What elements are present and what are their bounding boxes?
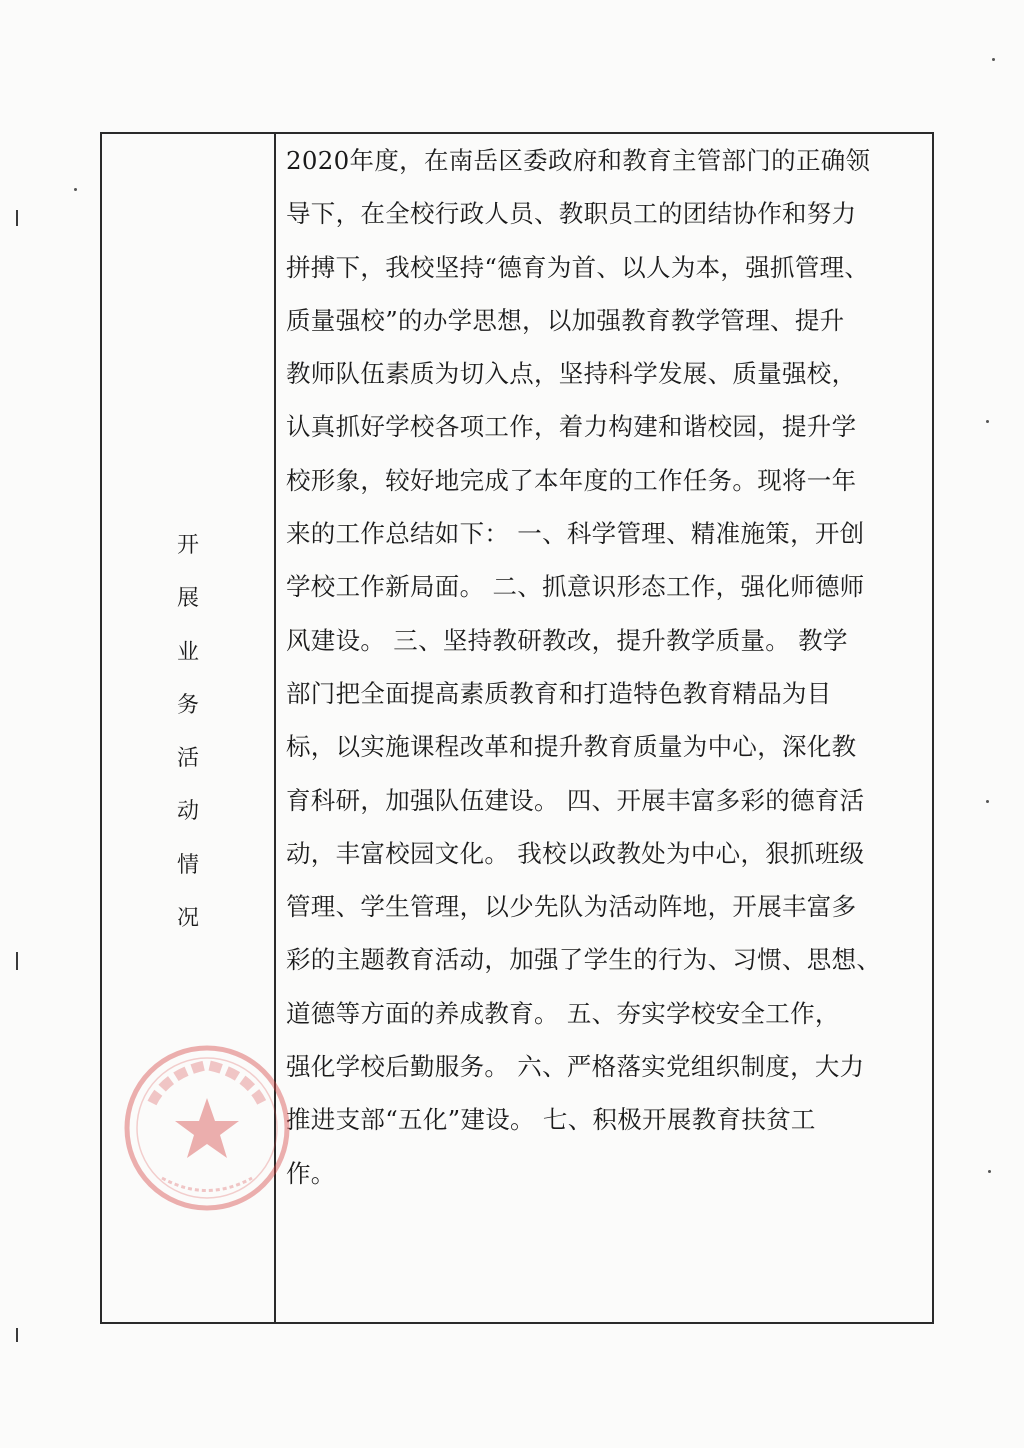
report-line: 质量强校”的办学思想，以加强教育教学管理、提升: [286, 305, 845, 335]
report-line: 道德等方面的养成教育。 五、夯实学校安全工作，: [286, 998, 840, 1028]
report-line: 育科研，加强队伍建设。 四、开展丰富多彩的德育活: [286, 785, 865, 815]
report-line: 标，以实施课程改革和提升教育质量为中心，深化教: [286, 732, 857, 762]
report-body-text: [286, 134, 926, 1200]
report-line: 管理、学生管理，以少先队为活动阵地，开展丰富多: [286, 892, 857, 922]
report-line: 作。: [286, 1158, 336, 1188]
report-line: 风建设。 三、坚持教研教改，提升教学质量。 教学: [286, 625, 848, 655]
report-line: 认真抓好学校各项工作，着力构建和谐校园，提升学: [286, 412, 857, 442]
report-line: 拼搏下，我校坚持“德育为首、以人为本，强抓管理、: [286, 252, 870, 282]
report-line: 部门把全面提高素质教育和打造特色教育精品为目: [286, 678, 832, 708]
section-label-char: 动: [176, 799, 199, 825]
report-line: 2020年度，在南岳区委政府和教育主管部门的正确领: [286, 146, 871, 175]
report-line: 推进支部“五化”建设。 七、积极开展教育扶贫工: [286, 1105, 816, 1135]
report-line: 来的工作总结如下： 一、科学管理、精准施策，开创: [286, 519, 865, 549]
section-label-char: 业: [176, 639, 199, 665]
scan-mark: [16, 1328, 18, 1342]
report-line: 校形象，较好地完成了本年度的工作任务。现将一年: [286, 465, 857, 495]
scan-mark: [988, 1170, 991, 1173]
report-line: 学校工作新局面。 二、抓意识形态工作，强化师德师: [286, 572, 865, 602]
report-line: 动，丰富校园文化。 我校以政教处为中心，狠抓班级: [286, 838, 865, 868]
column-divider: [274, 134, 276, 1322]
scan-mark: [16, 210, 18, 226]
scan-mark: [16, 952, 18, 970]
report-form-table: [100, 132, 934, 1324]
scan-mark: [986, 800, 989, 803]
section-label-char: 情: [176, 852, 199, 878]
section-label-char: 展: [176, 586, 199, 612]
report-line: 强化学校后勤服务。 六、严格落实党组织制度，大力: [286, 1052, 865, 1082]
section-label-char: 况: [176, 906, 199, 932]
section-label-char: 开: [176, 533, 199, 558]
section-label-char: 活: [176, 746, 199, 772]
scan-mark: [986, 420, 989, 423]
scan-mark: [992, 58, 995, 61]
section-label-vertical: [102, 519, 274, 945]
report-line: 彩的主题教育活动，加强了学生的行为、习惯、思想、: [286, 945, 882, 975]
section-label-char: 务: [176, 692, 199, 718]
report-line: 导下，在全校行政人员、教职员工的团结协作和努力: [286, 199, 857, 229]
scan-mark: [74, 188, 77, 191]
report-line: 教师队伍素质为切入点，坚持科学发展、质量强校，: [286, 359, 857, 389]
